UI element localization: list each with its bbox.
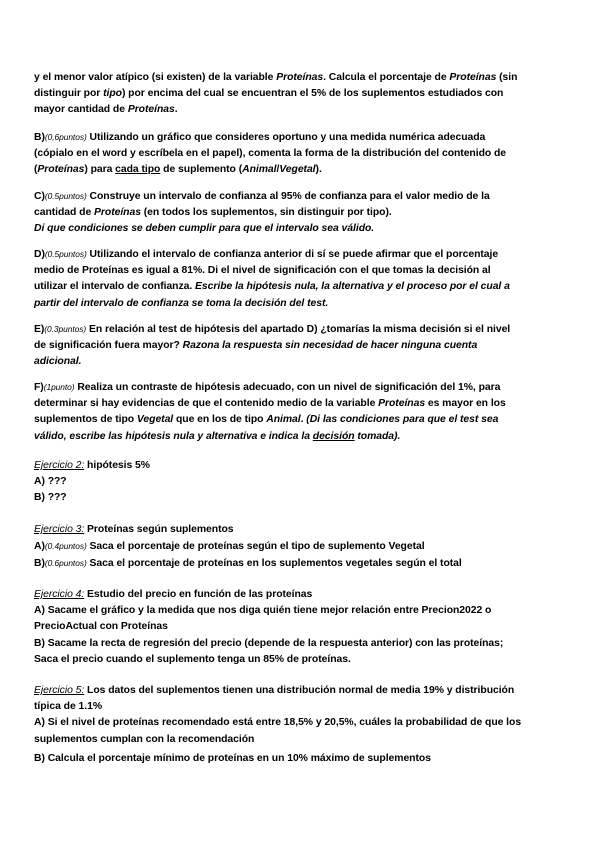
- text: (sin: [496, 72, 518, 83]
- item-label: A): [34, 541, 45, 553]
- text: decisión: [312, 430, 355, 442]
- text: Saca el porcentaje de proteínas en los suplementos vegetales según el total: [86, 558, 462, 570]
- exercise-title: Ejercicio 4:: [34, 589, 85, 600]
- exercise-5-heading-line-2: típica de 1.1%: [34, 701, 103, 713]
- question-b-line-1: [34, 129, 570, 146]
- question-e-line-1: [34, 321, 570, 338]
- question-label: F): [34, 382, 44, 393]
- question-c-line-2: [34, 205, 570, 221]
- question-f-line-1: [34, 379, 570, 396]
- text: cantidad de: [34, 207, 95, 219]
- exercise-title: Ejercicio 3:: [34, 524, 85, 535]
- question-label: B): [34, 132, 45, 143]
- exercise-4-item-a-line-2: PrecioActual con Proteínas: [34, 621, 168, 633]
- question-f-line-4: [34, 429, 570, 445]
- question-label: E): [34, 324, 45, 335]
- exercise-4-item-b-line-1: B) Sacame la recta de regresión del precio (depende de la respuesta anterior) con las proteínas;: [34, 637, 504, 649]
- points: (0.5puntos): [44, 191, 87, 201]
- text: Escribe la hipótesis nula, la alternativa y el proceso por el cual a: [195, 281, 510, 293]
- text: distinguir por: [34, 88, 104, 100]
- text: Proteínas: [378, 398, 426, 410]
- points: (0.4puntos): [44, 541, 87, 552]
- text: Proteínas: [37, 164, 85, 176]
- points: (1punto): [43, 382, 75, 392]
- exercise-title: Ejercicio 2:: [34, 460, 85, 471]
- question-e-line-3: adicional.: [34, 356, 82, 368]
- exercise-3-item-b: [34, 555, 570, 572]
- text: suplementos de tipo: [34, 414, 137, 426]
- points: (0.6puntos): [44, 558, 87, 569]
- text: es mayor en los: [425, 398, 506, 410]
- question-b: [34, 129, 570, 179]
- exercise-2-item-b: B) ???: [34, 492, 67, 504]
- text: Proteínas: [94, 207, 141, 219]
- text: de significación fuera mayor?: [34, 340, 183, 352]
- exercise-subtitle: hipótesis 5%: [84, 460, 150, 471]
- text: mayor cantidad de: [34, 104, 128, 116]
- exercise-4-heading: [34, 587, 570, 603]
- text: Utilizando un gráfico que consideres oportuno y una medida numérica adecuada: [86, 132, 486, 143]
- points: (0.3puntos): [44, 324, 87, 334]
- question-c-line-3: Di que condiciones se deben cumplir para que el intervalo sea válido.: [34, 223, 375, 235]
- question-f-line-2: [34, 396, 570, 412]
- text: ) por encima del cual se encuentran el 5% de los suplementos estudiados con: [121, 88, 504, 100]
- question-label: C): [34, 191, 45, 202]
- exercise-4-item-a-line-1: A) Sacame el gráfico y la medida que nos diga quién tiene mejor relación entre Precion2022 o: [34, 605, 492, 617]
- exercise-subtitle: Estudio del precio en función de las proteínas: [84, 589, 313, 600]
- exercise-title: Ejercicio 5:: [34, 685, 85, 696]
- points: (0,6puntos): [44, 132, 87, 142]
- question-e: [34, 321, 570, 371]
- text: (en todos los suplementos, sin distinguir por tipo).: [140, 207, 392, 219]
- question-b-line-3: [34, 162, 570, 178]
- text: Razona la respuesta sin necesidad de hacer ninguna cuenta: [182, 340, 478, 352]
- intro-line-3: [34, 102, 570, 118]
- intro-line-1: [34, 70, 570, 86]
- text: que en los de tipo: [173, 414, 267, 426]
- exercise-2: [34, 458, 570, 507]
- text: (Di las condiciones para que el test sea: [306, 414, 499, 426]
- exercise-5-item-a-line-2: suplementos cumplan con la recomendación: [34, 733, 255, 745]
- text: Saca el porcentaje de proteínas según el tipo de suplemento Vegetal: [86, 541, 425, 553]
- text: válido, escribe las hipótesis nula y alternativa e indica la: [34, 430, 313, 442]
- question-d-line-2: medio de Proteínas es igual a 81%. Di el nivel de significación con el que tomas la decisión al: [34, 265, 491, 277]
- text: determinar si hay evidencias de que el contenido medio de la variable: [34, 398, 379, 410]
- exercise-4-item-b-line-2: Saca el precio cuando el suplemento tenga un 85% de proteínas.: [34, 653, 351, 665]
- exercise-5-heading: [34, 683, 570, 699]
- text: Animal: [242, 164, 277, 176]
- intro-line-2: [34, 86, 570, 102]
- exercise-subtitle: Los datos del suplementos tienen una distribución normal de media 19% y distribución: [84, 685, 515, 696]
- text: utilizar el intervalo de confianza.: [34, 281, 196, 293]
- question-d-line-1: [34, 246, 570, 263]
- question-f: [34, 379, 570, 445]
- question-b-line-2: (cópialo en el word y escríbela en el papel), comenta la forma de la distribución del contenido de: [34, 148, 507, 160]
- question-d: [34, 246, 570, 312]
- text: Proteínas: [276, 72, 324, 83]
- question-f-line-3: [34, 412, 570, 428]
- exercise-2-item-a: A) ???: [34, 476, 67, 488]
- exercise-2-heading: [34, 458, 570, 474]
- text: . Calcula el porcentaje de: [323, 72, 450, 83]
- intro-paragraph: [34, 70, 570, 119]
- exercise-3-heading: [34, 522, 570, 538]
- question-label: D): [34, 249, 45, 260]
- exercise-5: [34, 683, 570, 767]
- text: Proteínas: [127, 104, 175, 116]
- text: Vegetal: [136, 414, 174, 426]
- exercise-5-item-b: B) Calcula el porcentaje mínimo de proteínas en un 10% máximo de suplementos: [34, 752, 431, 764]
- question-c-line-1: [34, 188, 570, 205]
- text: .: [300, 414, 307, 426]
- text: .: [174, 104, 178, 116]
- text: Construye un intervalo de confianza al 95% de confianza para el valor medio de la: [86, 191, 490, 202]
- item-label: B): [34, 558, 45, 570]
- text: tomada).: [354, 430, 401, 442]
- exercise-5-item-a-line-1: A) Si el nivel de proteínas recomendado está entre 18,5% y 20,5%, cuáles la probabilidad de que los: [34, 717, 522, 729]
- text: y el menor valor atípico (si existen) de la variable: [34, 72, 277, 83]
- exercise-3: [34, 522, 570, 573]
- text: En relación al test de hipótesis del apartado D) ¿tomarías la misma decisión si el nivel: [86, 324, 511, 335]
- text: de suplemento (: [160, 164, 243, 176]
- text: ).: [315, 164, 322, 176]
- text: Utilizando el intervalo de confianza anterior di sí se puede afirmar que el porcentaje: [86, 249, 499, 260]
- question-e-line-2: [34, 338, 570, 354]
- text: Realiza un contraste de hipótesis adecuado, con un nivel de significación del 1%, para: [74, 382, 501, 393]
- points: (0.5puntos): [44, 249, 87, 259]
- text: cada tipo: [115, 164, 161, 176]
- text: (: [34, 164, 38, 176]
- text: Animal: [266, 414, 301, 426]
- exercise-3-item-a: [34, 538, 570, 555]
- question-c: [34, 188, 570, 238]
- text: ) para: [84, 164, 116, 176]
- exercise-4: [34, 587, 570, 668]
- text: Vegetal: [279, 164, 316, 176]
- exercise-subtitle: Proteínas según suplementos: [84, 524, 234, 535]
- question-d-line-3: [34, 279, 570, 295]
- text: /: [276, 164, 280, 176]
- question-d-line-4: partir del intervalo de confianza se toma la decisión del test.: [34, 297, 329, 309]
- text: Proteínas: [449, 72, 497, 83]
- text: tipo: [103, 88, 122, 100]
